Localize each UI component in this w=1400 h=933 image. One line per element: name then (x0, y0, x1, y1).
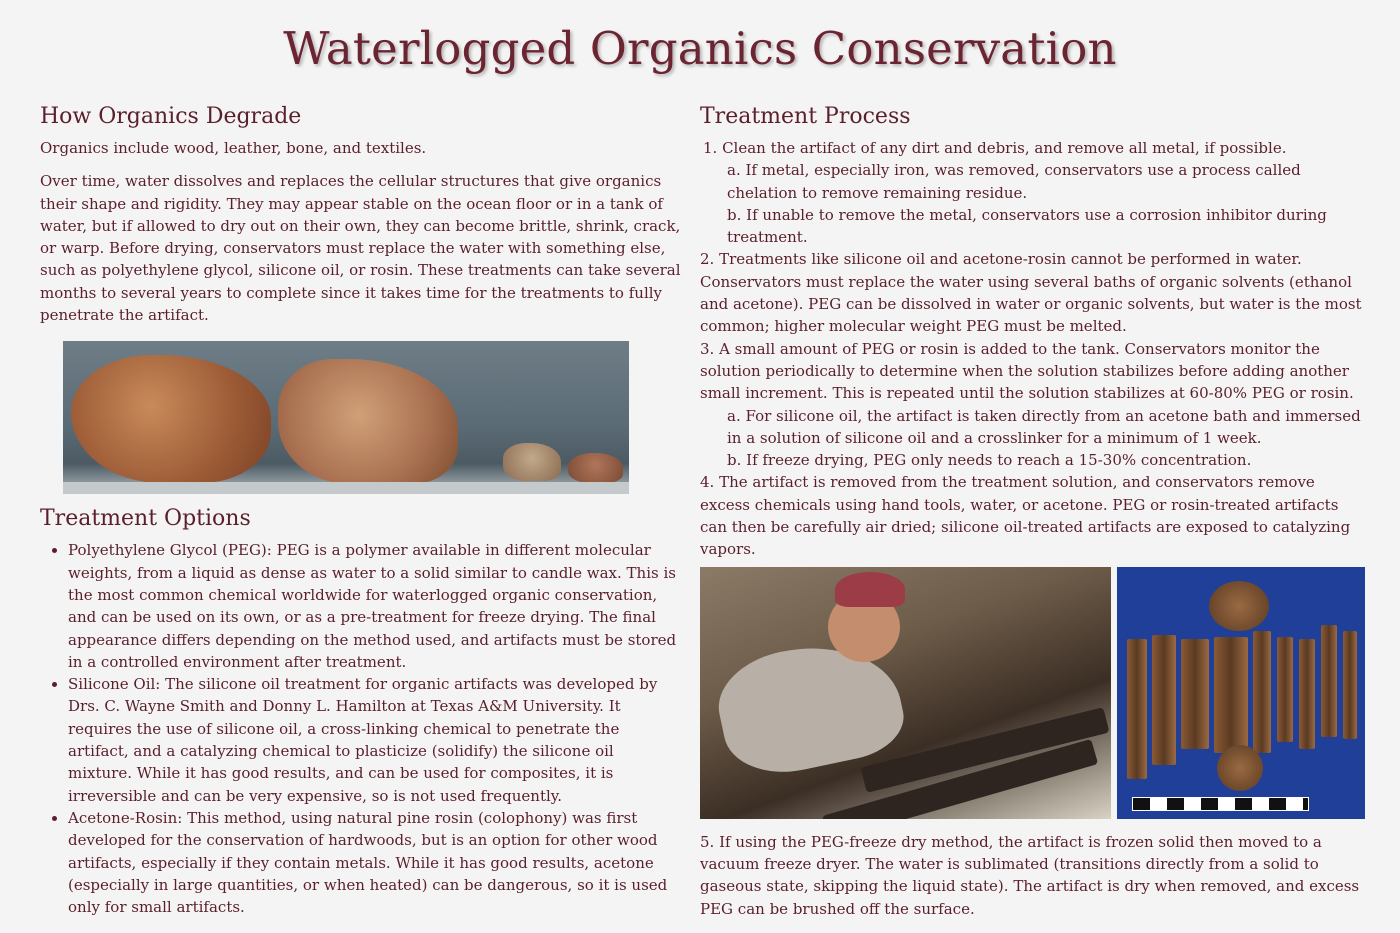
conservator-cap (835, 572, 905, 607)
degraded-wood-photo (63, 341, 629, 494)
wood-stave (1152, 635, 1176, 765)
wood-stave (1127, 639, 1147, 779)
process-heading: Treatment Process (700, 104, 911, 129)
wood-disc (1217, 745, 1263, 791)
left-column (40, 104, 682, 918)
wood-stave (1214, 637, 1248, 753)
reassembled-artifact-photo (1117, 567, 1365, 819)
degrade-intro: Organics include wood, leather, bone, and textiles. (40, 139, 427, 157)
options-heading: Treatment Options (40, 506, 251, 532)
wood-fragment (503, 443, 561, 481)
photo-scale-bar (1132, 797, 1309, 811)
wood-stave (1343, 631, 1357, 739)
degrade-body: Over time, water dissolves and replaces the cellular structures that give organics their shape and rigidity. They may appear stable on the ocean floor or in a tank of water, but if allowed to dry out on their own, they can become brittle, shrink, crack, or warp. Before drying, conservators must replace the water with something else, such as polyethylene glycol, silicone oil, or rosin. These treatments can take several months to several years to complete since it takes time for the treatments to fully penetrate the artifact. (40, 172, 681, 325)
right-column (700, 104, 1365, 920)
wood-stave (1181, 639, 1209, 749)
wood-stave (1277, 637, 1293, 742)
wood-lid (1209, 581, 1269, 631)
option-silicone-oil: • Silicone Oil: The silicone oil treatment for organic artifacts was developed by Drs. C. Wayne Smith and Donny L. Hamilton at Texas A&M University. It requires the use of silicone oil, a cross-linking chemical to penetrate the artifact, and a catalyzing chemical to plasticize (solidify) the silicone oil mixture. While it has good results, and can be used for composites, it is irreversible and can be very expensive, so is not used frequently. (68, 673, 682, 807)
degrade-heading: How Organics Degrade (40, 104, 302, 129)
step-1: 1. Clean the artifact of any dirt and debris, and remove all metal, if possible. (703, 139, 1287, 157)
wood-stave (1253, 631, 1271, 753)
step-5: 5. If using the PEG-freeze dry method, the artifact is frozen solid then moved to a vacuum freeze dryer. The water is sublimated (transitions directly from a solid to gaseous state, skipping the liquid state). The artifact is dry when removed, and excess PEG can be brushed off the surface. (700, 832, 1360, 918)
option-acetone-rosin: • Acetone-Rosin: This method, using natural pine rosin (colophony) was first developed for the conservation of hardwoods, but is an option for other wood artifacts, especially if they contain metals. While it has good results, acetone (especially in large quantities, or when heated) can be dangerous, so it is used only for small artifacts. (68, 807, 682, 918)
step-2: 2. Treatments like silicone oil and acetone-rosin cannot be performed in water. Conservators must replace the water using several baths of organic solvents (ethanol and acetone). PEG can be dissolved in water or organic solvents, but water is the most common; higher molecular weight PEG must be melted. (700, 250, 1362, 336)
wood-fragment (278, 359, 458, 484)
step-1b: b. If unable to remove the metal, conservators use a corrosion inhibitor during treatment. (727, 205, 1327, 247)
wood-stave (1321, 625, 1337, 737)
step-1a: a. If metal, especially iron, was removed, conservators use a process called chelation to remove remaining residue. (727, 161, 1301, 202)
page-title: Waterlogged Organics Conservation (283, 22, 1117, 75)
step-3b: b. If freeze drying, PEG only needs to reach a 15-30% concentration. (727, 451, 1252, 470)
option-peg: • Polyethylene Glycol (PEG): PEG is a polymer available in different molecular weights, from a liquid as dense as water to a solid similar to candle wax. This is the most common chemical worldwide for waterlogged organic conservation, and can be used on its own, or as a pre-treatment for freeze drying. The final appearance differs depending on the method used, and artifacts must be stored in a controlled environment after treatment. (68, 539, 682, 673)
wood-fragment (568, 453, 623, 483)
photo-row (700, 567, 1365, 819)
wood-stave (1299, 639, 1315, 749)
step-3a: a. For silicone oil, the artifact is taken directly from an acetone bath and immersed in a solution of silicone oil and a crosslinker for a minimum of 1 week. (727, 406, 1361, 447)
options-list (40, 539, 682, 918)
wood-fragment (71, 355, 271, 483)
shelf (63, 482, 629, 494)
step-3: 3. A small amount of PEG or rosin is added to the tank. Conservators monitor the solution periodically to determine when the solution stabilizes before adding another small increment. This is repeated until the solution stabilizes at 60-80% PEG or rosin. (700, 339, 1354, 403)
conservator-photo (700, 567, 1111, 819)
step-4: 4. The artifact is removed from the treatment solution, and conservators remove excess chemicals using hand tools, water, or acetone. PEG or rosin-treated artifacts can then be carefully air dried; silicone oil-treated artifacts are exposed to catalyzing vapors. (700, 473, 1351, 559)
